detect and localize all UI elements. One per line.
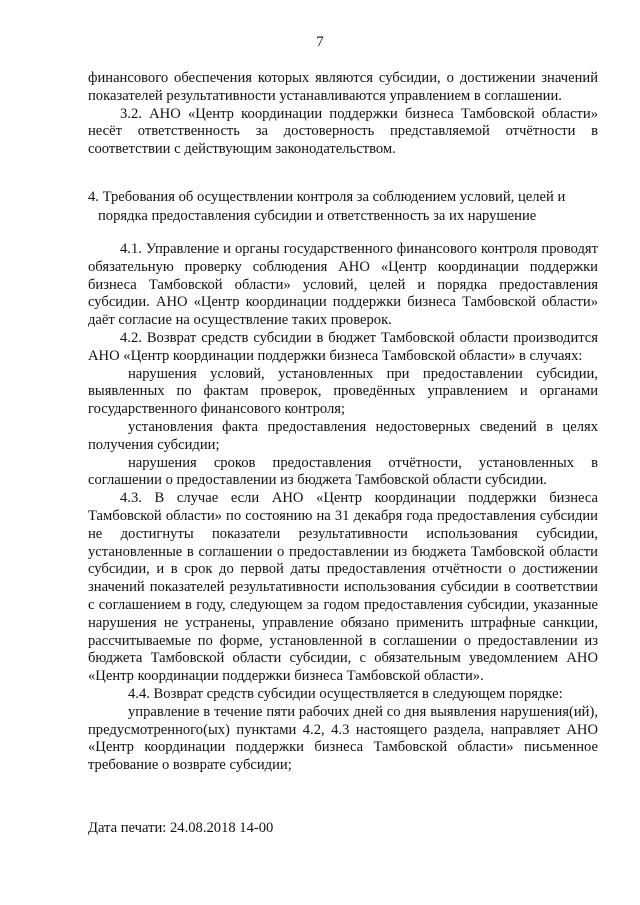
- page-number: 7: [316, 34, 324, 50]
- section-heading-line-2: порядка предоставления субсидии и ответственность за их нарушение: [98, 208, 537, 224]
- paragraph-4-1: 4.1. Управление и органы государственного финансового контроля проводят обязательную проверку соблюдения АНО «Центр координации поддержки бизнеса Тамбовской области» условий, целей и порядка предоставления субсидии. АНО «Центр координации поддержки бизнеса Тамбовской области» даёт согласие на осуществление таких проверок.: [88, 241, 598, 329]
- section-heading: [88, 188, 608, 226]
- section-heading-line-1: 4. Требования об осуществлении контроля за соблюдением условий, целей и: [88, 189, 566, 205]
- paragraph-continuation: финансового обеспечения которых являются субсидии, о достижении значений показателей результативности устанавливаются управлением в соглашении.: [88, 70, 598, 104]
- paragraph-4-2: 4.2. Возврат средств субсидии в бюджет Тамбовской области производится АНО «Центр координации поддержки бизнеса Тамбовской области» в случаях:: [88, 329, 598, 364]
- case-item-2: установления факта предоставления недостоверных сведений в целях получения субсидии;: [88, 418, 598, 453]
- print-date: Дата печати: 24.08.2018 14-00: [88, 820, 274, 836]
- section-body: [88, 241, 598, 775]
- paragraph-4-4: 4.4. Возврат средств субсидии осуществляется в следующем порядке:: [128, 685, 563, 702]
- paragraph-4-4-a: управление в течение пяти рабочих дней со дня выявления нарушения(ий), предусмотренного(ых) пунктами 4.2, 4.3 настоящего раздела, направляет АНО «Центр координации поддержки бизнеса Тамбовской области» письменное требование о возврате субсидии;: [88, 703, 598, 774]
- paragraph-3-2: 3.2. АНО «Центр координации поддержки бизнеса Тамбовской области» несёт ответственность за достоверность представляемой отчётности в соответствии с действующим законодательством.: [88, 105, 598, 158]
- top-block: [88, 70, 598, 159]
- case-item-3: нарушения сроков предоставления отчётности, установленных в соглашении о предоставлении из бюджета Тамбовской области субсидии.: [88, 454, 598, 489]
- paragraph-4-3: 4.3. В случае если АНО «Центр координации поддержки бизнеса Тамбовской области» по состоянию на 31 декабря года предоставления субсидии не достигнуты показатели результативности использования субсидии, установленные в соглашении о предоставлении из бюджета Тамбовской области субсидии, и в срок до первой даты предоставления отчётности о достижении значений показателей результативности использования субсидии в соответствии с соглашением в году, следующем за годом предоставления субсидии, указанные нарушения не устранены, управление обязано применить штрафные санкции, рассчитываемые по форме, установленной в соглашении о предоставлении из бюджета Тамбовской области субсидии, с обязательным уведомлением АНО «Центр координации поддержки бизнеса Тамбовской области».: [88, 490, 598, 685]
- case-item-1: нарушения условий, установленных при предоставлении субсидии, выявленных по фактам проверок, проведённых управлением и органами государственного финансового контроля;: [88, 365, 598, 418]
